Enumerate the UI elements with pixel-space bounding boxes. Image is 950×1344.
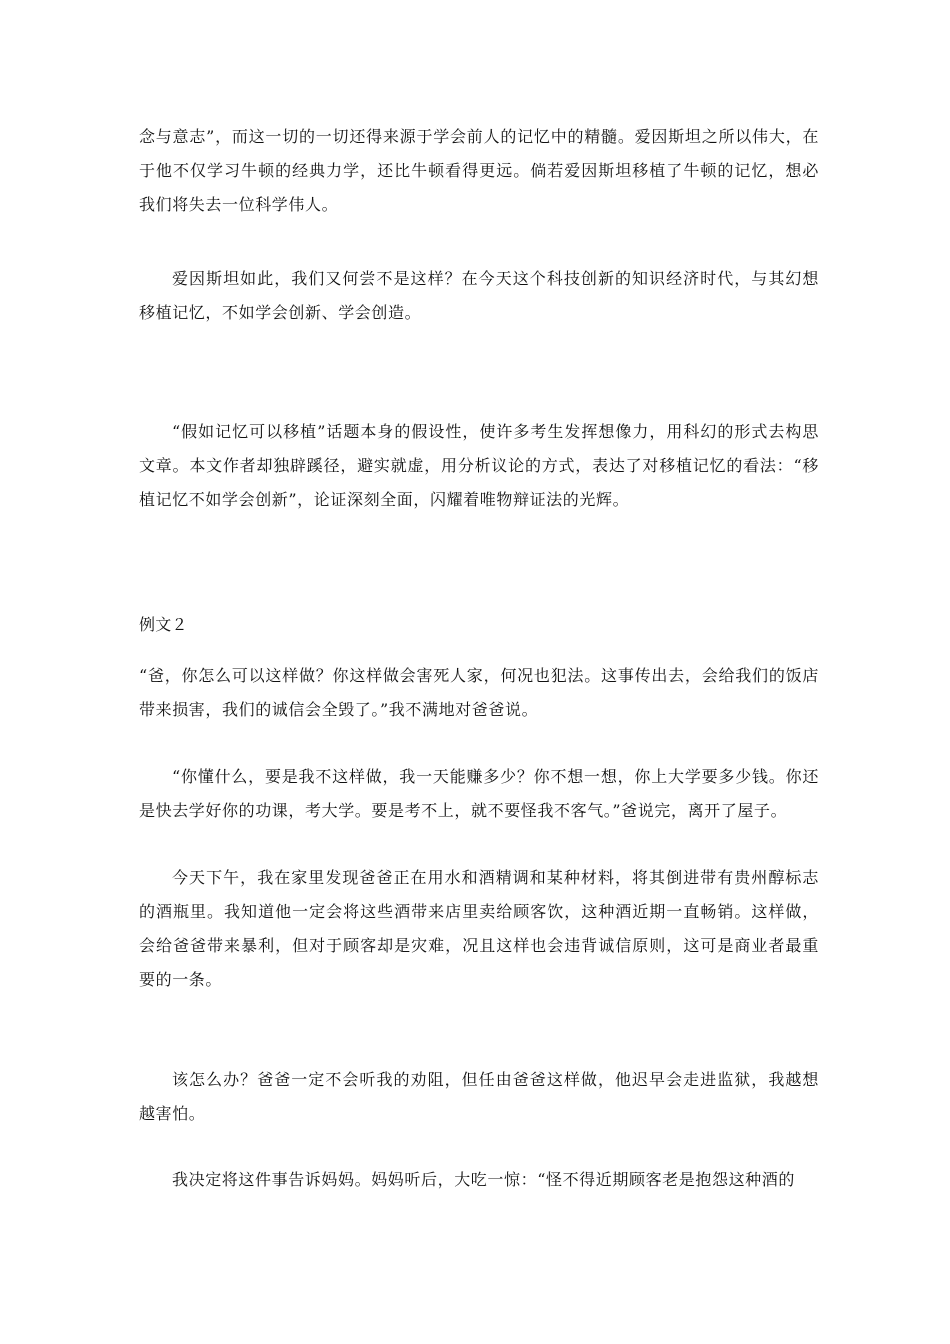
example-paragraph: “你懂什么，要是我不这样做，我一天能赚多少？你不想一想，你上大学要多少钱。你还是快去学好你的功课，考大学。要是考不上，就不要怪我不客气。”爸说完，离开了屋子。 [139,767,819,820]
essay-paragraph: 爱因斯坦如此，我们又何尝不是这样？在今天这个科技创新的知识经济时代，与其幻想移植记忆，不如学会创新、学会创造。 [139,269,819,322]
example-paragraph: 该怎么办？爸爸一定不会听我的劝阻，但任由爸爸这样做，他迟早会走进监狱，我越想越害怕。 [139,1070,819,1123]
example-heading: 例文２ [139,615,188,634]
example-paragraph: 今天下午，我在家里发现爸爸正在用水和酒精调和某种材料，将其倒进带有贵州醇标志的酒瓶里。我知道他一定会将这些酒带来店里卖给顾客饮，这种酒近期一直畅销。这样做，会给爸爸带来暴利，但对于顾客却是灾难，况且这样也会违背诚信原则，这可是商业者最重要的一条。 [139,868,819,989]
example-paragraph: 我决定将这件事告诉妈妈。妈妈听后，大吃一惊：“怪不得近期顾客老是抱怨这种酒的 [172,1170,795,1189]
commentary-paragraph: “假如记忆可以移植”话题本身的假设性，使许多考生发挥想像力，用科幻的形式去构思文章。本文作者却独辟蹊径，避实就虚，用分析议论的方式，表达了对移植记忆的看法：“移植记忆不如学会创新”，论证深刻全面，闪耀着唯物辩证法的光辉。 [139,422,819,509]
essay-paragraph-continued: 念与意志”，而这一切的一切还得来源于学会前人的记忆中的精髓。爱因斯坦之所以伟大，在于他不仅学习牛顿的经典力学，还比牛顿看得更远。倘若爱因斯坦移植了牛顿的记忆，想必我们将失去一位科学伟人。 [139,127,819,214]
example-paragraph: “爸，你怎么可以这样做？你这样做会害死人家，何况也犯法。这事传出去，会给我们的饭店带来损害，我们的诚信会全毁了。”我不满地对爸爸说。 [139,666,819,719]
